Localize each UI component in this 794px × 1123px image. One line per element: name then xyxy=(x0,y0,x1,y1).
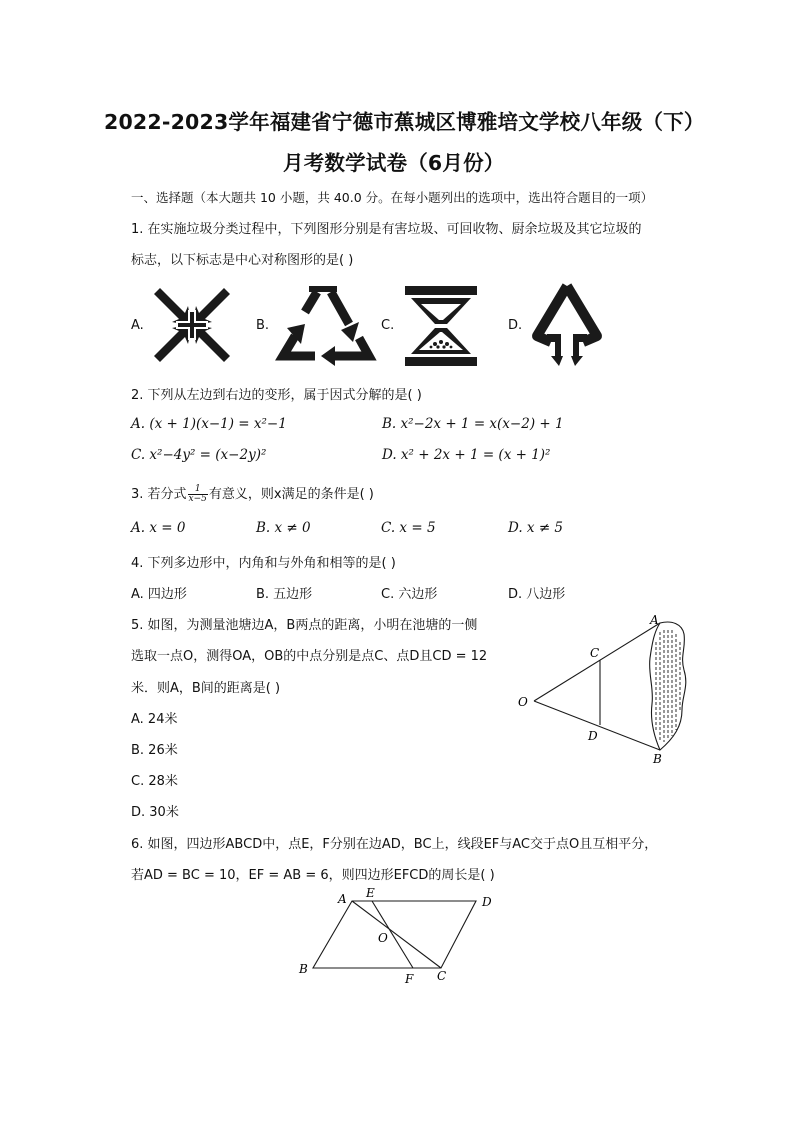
q1-stem-line2: 标志，以下标志是中心对称图形的是( ) xyxy=(131,253,354,268)
pond-label-d: D xyxy=(588,729,598,743)
q3-option-a: A. x = 0 xyxy=(131,520,186,536)
hazardous-waste-icon xyxy=(152,286,232,364)
q5-stem-line3: 米．则A，B间的距离是( ) xyxy=(131,681,281,696)
section-heading: 一、选择题（本大题共 10 小题，共 40.0 分。在每小题列出的选项中，选出符合题目的一项） xyxy=(131,190,654,205)
quad-label-b: B xyxy=(299,962,308,976)
q3-stem-pre: 3. 若分式 xyxy=(131,487,187,502)
quadrilateral-abcd xyxy=(313,901,476,968)
quad-label-d: D xyxy=(482,895,492,909)
q5-option-d: D. 30米 xyxy=(131,805,179,820)
pond-label-b: B xyxy=(653,752,662,766)
q3-stem-post: 有意义，则x满足的条件是( ) xyxy=(208,487,374,502)
q3-option-c: C. x = 5 xyxy=(381,520,436,536)
quad-label-a: A xyxy=(338,892,347,906)
q3-stem xyxy=(131,483,374,504)
q6-stem-line1: 6. 如图，四边形ABCD中，点E，F分别在边AD，BC上，线段EF与AC交于点O且互相平分， xyxy=(131,837,658,852)
q3-option-d: D. x ≠ 5 xyxy=(508,520,564,536)
q3-fraction-numerator: 1 xyxy=(188,485,208,495)
recyclable-icon xyxy=(279,284,371,366)
line-oa xyxy=(534,623,660,701)
quad-label-f: F xyxy=(405,972,414,986)
q5-option-a: A. 24米 xyxy=(131,712,178,727)
quadrilateral-figure xyxy=(296,886,506,986)
other-waste-icon xyxy=(529,280,605,370)
diagonal-ac xyxy=(352,901,441,968)
q4-option-d: D. 八边形 xyxy=(508,587,566,602)
pond-figure xyxy=(514,612,694,768)
q3-option-b: B. x ≠ 0 xyxy=(256,520,311,536)
exam-title-line2: 月考数学试卷（6月份） xyxy=(283,151,505,175)
q1-stem-line1: 1. 在实施垃圾分类过程中，下列图形分别是有害垃圾、可回收物、厨余垃圾及其它垃圾的 xyxy=(131,222,642,237)
q5-option-c: C. 28米 xyxy=(131,774,178,789)
q5-stem-line2: 选取一点O，测得OA，OB的中点分别是点C、点D且CD = 12 xyxy=(131,649,488,664)
q1-option-a-label: A. xyxy=(131,318,144,333)
q1-option-b-label: B. xyxy=(256,318,270,333)
q1-option-d-label: D. xyxy=(508,318,523,333)
q4-option-c: C. 六边形 xyxy=(381,587,438,602)
q2-stem: 2. 下列从左边到右边的变形，属于因式分解的是( ) xyxy=(131,388,422,403)
pond-label-a: A xyxy=(650,613,659,627)
q4-stem: 4. 下列多边形中，内角和与外角和相等的是( ) xyxy=(131,556,396,571)
q4-option-b: B. 五边形 xyxy=(256,587,313,602)
kitchen-waste-icon xyxy=(405,286,477,366)
q2-option-a: A. (x + 1)(x−1) = x²−1 xyxy=(131,416,287,432)
q5-option-b: B. 26米 xyxy=(131,743,178,758)
exam-title-line1: 2022-2023学年福建省宁德市蕉城区博雅培文学校八年级（下） xyxy=(104,110,705,134)
q6-stem-line2: 若AD = BC = 10，EF = AB = 6，则四边形EFCD的周长是( ) xyxy=(131,868,495,883)
quad-label-o: O xyxy=(378,931,388,945)
q1-option-c-label: C. xyxy=(381,318,395,333)
q2-option-c: C. x²−4y² = (x−2y)² xyxy=(131,447,267,463)
q4-option-a: A. 四边形 xyxy=(131,587,187,602)
quad-label-e: E xyxy=(366,886,375,900)
q2-option-d: D. x² + 2x + 1 = (x + 1)² xyxy=(382,447,551,463)
q5-stem-line1: 5. 如图，为测量池塘边A，B两点的距离，小明在池塘的一侧 xyxy=(131,618,478,633)
q3-fraction-denominator: x−5 xyxy=(188,494,207,504)
quad-label-c: C xyxy=(437,969,447,983)
pond-label-o: O xyxy=(518,695,528,709)
q2-option-b: B. x²−2x + 1 = x(x−2) + 1 xyxy=(382,416,564,432)
pond-label-c: C xyxy=(590,646,600,660)
q3-fraction xyxy=(188,485,208,504)
